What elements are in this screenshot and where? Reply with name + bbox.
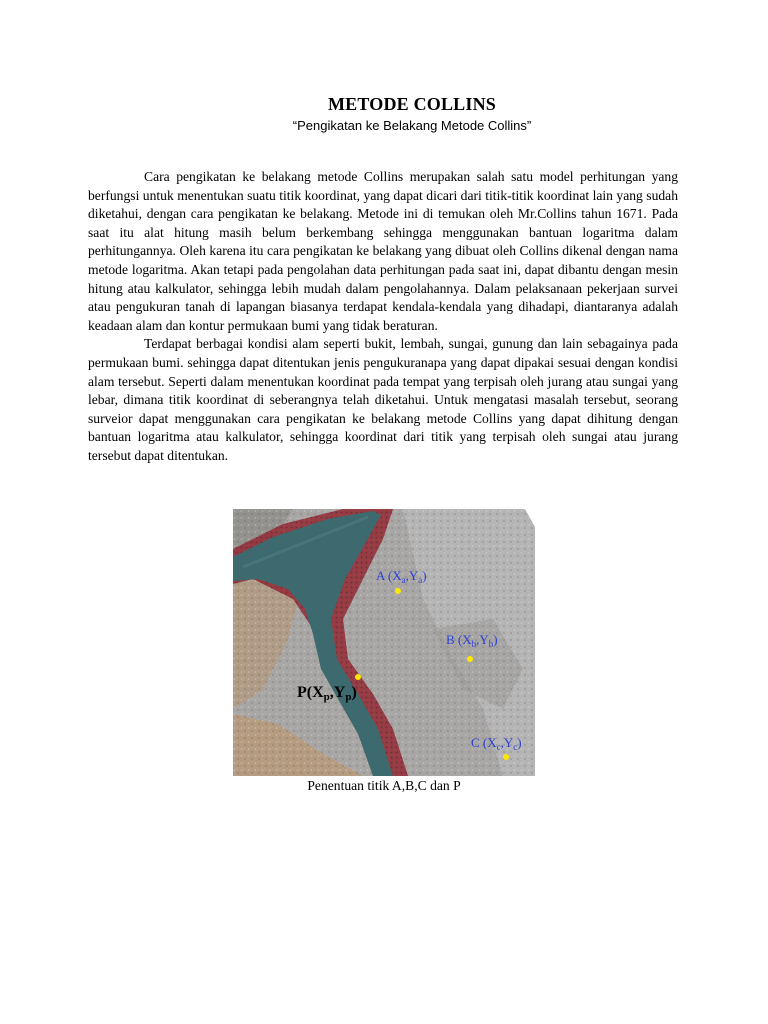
point-a-marker — [395, 588, 401, 594]
point-c-marker — [503, 754, 509, 760]
document-body — [88, 168, 678, 466]
paragraph-2: Terdapat berbagai kondisi alam seperti bukit, lembah, sungai, gunung dan lain sebagainya pada permukaan bumi. sehingga dapat ditentukan jenis pengukuranapa yang dapat dipakai sesuai dengan kondisi alam tersebut. Seperti dalam menentukan koordinat pada tempat yang terpisah oleh jurang atau sungai yang lebar, dimana titik koordinat di seberangnya telah diketahui. Untuk mengatasi masalah tersebut, seorang surveior dapat menggunakan cara pengikatan ke belakang metode Collins yang dapat dihitung dengan bantuan logaritma atau kalkulator, sehingga koordinat dari titik yang terpisah oleh sungai atau jurang tersebut dapat ditentukan. — [88, 336, 678, 463]
point-c-label: C $(X_c,Y_c)$ — [471, 735, 522, 752]
point-a-label: A $(X_a,Y_a)$ — [376, 568, 427, 585]
point-b-marker — [467, 656, 473, 662]
satellite-map-figure — [233, 509, 535, 776]
figure-caption: Penentuan titik A,B,C dan P — [307, 778, 461, 793]
point-b-label: B $(X_b,Y_b)$ — [446, 632, 498, 649]
point-p-label: P(Xp,Yp) — [297, 684, 357, 703]
satellite-map — [233, 509, 535, 776]
point-p-marker — [355, 674, 361, 680]
paragraph-1: Cara pengikatan ke belakang metode Collins merupakan salah satu model perhitungan yang berfungsi untuk menentukan suatu titik koordinat, yang dapat dicari dari titik-titik koordinat lain yang sudah diketahui, dengan cara pengikatan ke belakang. Metode ini di temukan oleh Mr.Collins tahun 1671. Pada saat itu alat hitung masih belum berkembang sehingga menggunakan bantuan logaritma dalam perhitungannya. Oleh karena itu cara pengikatan ke belakang yang dibuat oleh Collins dikenal dengan nama metode logaritma. Akan tetapi pada pengolahan data perhitungan pada saat ini, dapat dibantu dengan mesin hitung atau kalkulator, sehingga lebih mudah dalam pengolahannya. Dalam pelaksanaan pekerjaan survei atau pengukuran tanah di lapangan biasanya terdapat kendala-kendala yang dihadapi, diantaranya adalah keadaan alam dan kontur permukaan bumi yang tidak beraturan. — [88, 169, 678, 333]
document-subtitle: “Pengikatan ke Belakang Metode Collins” — [292, 118, 532, 133]
document-title: METODE COLLINS — [327, 94, 496, 114]
